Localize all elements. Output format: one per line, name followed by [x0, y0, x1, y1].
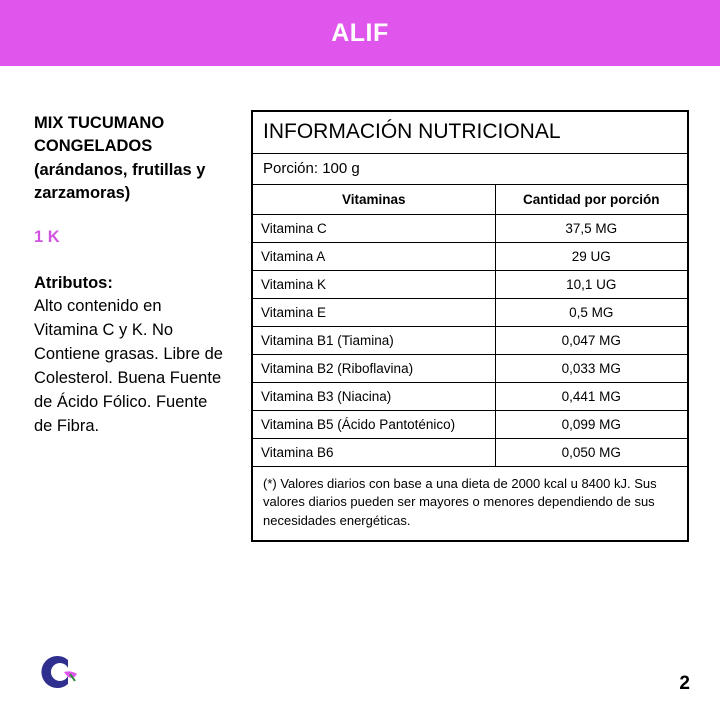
table-row: [253, 271, 687, 299]
nutrition-table-head: [253, 185, 687, 215]
cell-amount: 0,050 MG: [495, 439, 687, 467]
table-row: [253, 327, 687, 355]
table-row: [253, 299, 687, 327]
table-row: [253, 383, 687, 411]
column-header-nutrient: Vitaminas: [253, 185, 495, 215]
table-header-row: [253, 185, 687, 215]
header-band: [0, 0, 720, 66]
cell-amount: 29 UG: [495, 243, 687, 271]
nutrition-table-body: [253, 215, 687, 467]
nutrition-title: INFORMACIÓN NUTRICIONAL: [253, 112, 687, 154]
cell-nutrient: Vitamina E: [253, 299, 495, 327]
table-row: [253, 411, 687, 439]
page-title: ALIF: [331, 18, 389, 47]
attributes-text: Alto contenido en Vitamina C y K. No Contiene grasas. Libre de Colesterol. Buena Fuente de Ácido Fólico. Fuente de Fibra.: [34, 296, 223, 436]
cell-amount: 0,5 MG: [495, 299, 687, 327]
cell-nutrient: Vitamina A: [253, 243, 495, 271]
cell-amount: 0,441 MG: [495, 383, 687, 411]
cell-nutrient: Vitamina B1 (Tiamina): [253, 327, 495, 355]
column-header-amount: Cantidad por porción: [495, 185, 687, 215]
cell-amount: 37,5 MG: [495, 215, 687, 243]
cell-nutrient: Vitamina B3 (Niacina): [253, 383, 495, 411]
cell-amount: 0,099 MG: [495, 411, 687, 439]
cell-nutrient: Vitamina K: [253, 271, 495, 299]
nutrition-portion: Porción: 100 g: [253, 154, 687, 185]
product-name: MIX TUCUMANO CONGELADOS (arándanos, frutillas y zarzamoras): [34, 114, 206, 203]
product-weight: 1 K: [34, 227, 60, 246]
table-row: [253, 439, 687, 467]
nutrition-table: [253, 185, 687, 467]
table-row: [253, 215, 687, 243]
attributes-title: Atributos:: [34, 273, 113, 292]
cell-nutrient: Vitamina B5 (Ácido Pantoténico): [253, 411, 495, 439]
cell-amount: 10,1 UG: [495, 271, 687, 299]
cell-nutrient: Vitamina B2 (Riboflavina): [253, 355, 495, 383]
nutrition-facts-panel: [251, 110, 689, 542]
cell-amount: 0,047 MG: [495, 327, 687, 355]
table-row: [253, 243, 687, 271]
cell-nutrient: Vitamina C: [253, 215, 495, 243]
cell-nutrient: Vitamina B6: [253, 439, 495, 467]
nutrition-footnote: (*) Valores diarios con base a una dieta de 2000 kcal u 8400 kJ. Sus valores diarios pueden ser mayores o menores dependiendo de sus necesidades energéticas.: [263, 476, 657, 528]
alif-logo-icon: [36, 648, 84, 696]
page-number: 2: [679, 673, 690, 694]
table-row: [253, 355, 687, 383]
product-info-column: [34, 112, 224, 438]
cell-amount: 0,033 MG: [495, 355, 687, 383]
